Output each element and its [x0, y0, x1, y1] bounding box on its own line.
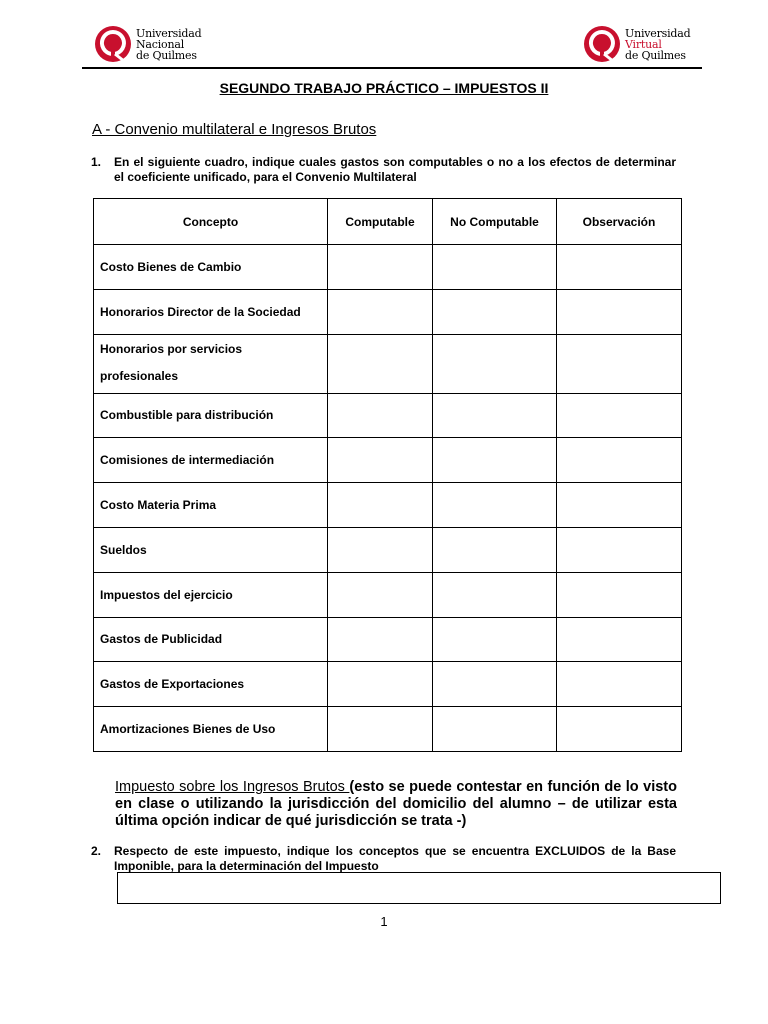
no-computable-cell[interactable] — [433, 245, 557, 290]
university-q-logo-icon — [583, 24, 621, 64]
observation-cell[interactable] — [557, 572, 682, 617]
logo-line-3: de Quilmes — [625, 48, 686, 62]
column-header-no-computable: No Computable — [433, 199, 557, 245]
logo-line-1: Universidad — [136, 26, 202, 40]
uvq-logo-text — [625, 28, 690, 61]
table-row — [94, 245, 682, 290]
header-divider — [82, 67, 702, 69]
column-header-computable: Computable — [328, 199, 433, 245]
computable-cell[interactable] — [328, 483, 433, 528]
column-header-observacion: Observación — [557, 199, 682, 245]
university-q-logo-icon — [94, 24, 132, 64]
no-computable-cell[interactable] — [433, 483, 557, 528]
computable-cell[interactable] — [328, 438, 433, 483]
table-row — [94, 334, 682, 393]
concept-cell: Combustible para distribución — [94, 393, 328, 438]
observation-cell[interactable] — [557, 393, 682, 438]
answer-box[interactable] — [117, 872, 721, 904]
table-row — [94, 393, 682, 438]
no-computable-cell[interactable] — [433, 438, 557, 483]
table-header-row — [94, 199, 682, 245]
no-computable-cell[interactable] — [433, 707, 557, 752]
no-computable-cell[interactable] — [433, 289, 557, 334]
observation-cell[interactable] — [557, 483, 682, 528]
unq-logo-text — [136, 28, 201, 61]
table-row — [94, 707, 682, 752]
concept-cell: Costo Bienes de Cambio — [94, 245, 328, 290]
table-row — [94, 483, 682, 528]
document-title: SEGUNDO TRABAJO PRÁCTICO – IMPUESTOS II — [219, 80, 549, 96]
observation-cell[interactable] — [557, 707, 682, 752]
computable-cell[interactable] — [328, 527, 433, 572]
table-row — [94, 438, 682, 483]
computable-cell[interactable] — [328, 662, 433, 707]
concept-cell: Gastos de Exportaciones — [94, 662, 328, 707]
question-text: Respecto de este impuesto, indique los conceptos que se encuentra EXCLUIDOS de la Base Imponible, para la determinación del Impuesto — [114, 844, 676, 873]
expenses-table — [93, 198, 682, 752]
table-row — [94, 662, 682, 707]
computable-cell[interactable] — [328, 572, 433, 617]
concept-cell: Gastos de Publicidad — [94, 617, 328, 662]
logo-line-2: Virtual — [625, 37, 662, 51]
computable-cell[interactable] — [328, 617, 433, 662]
logo-line-1: Universidad — [625, 26, 691, 40]
observation-cell[interactable] — [557, 438, 682, 483]
observation-cell[interactable] — [557, 617, 682, 662]
concept-cell: Sueldos — [94, 527, 328, 572]
question-1 — [91, 155, 676, 185]
question-number: 2. — [91, 844, 102, 858]
computable-cell[interactable] — [328, 245, 433, 290]
computable-cell[interactable] — [328, 393, 433, 438]
observation-cell[interactable] — [557, 245, 682, 290]
table-row — [94, 527, 682, 572]
concept-cell: Amortizaciones Bienes de Uso — [94, 707, 328, 752]
concept-cell: Impuestos del ejercicio — [94, 572, 328, 617]
isib-note: (esto se puede contestar en función de lo visto en clase o utilizando la jurisdicción del domicilio del alumno – de utilizar esta última opción indicar de qué jurisdicción se trata -) — [115, 779, 677, 829]
observation-cell[interactable] — [557, 662, 682, 707]
uvq-logo — [583, 24, 690, 64]
observation-cell[interactable] — [557, 527, 682, 572]
logo-line-2: Nacional — [136, 37, 185, 51]
concept-cell: Honorarios por servicios profesionales — [94, 334, 328, 393]
column-header-concepto: Concepto — [94, 199, 328, 245]
question-text: En el siguiente cuadro, indique cuales gastos son computables o no a los efectos de determinar el coeficiente unificado, para el Convenio Multilateral — [114, 155, 676, 184]
computable-cell[interactable] — [328, 334, 433, 393]
no-computable-cell[interactable] — [433, 572, 557, 617]
unq-logo — [94, 24, 201, 64]
isib-section — [115, 779, 677, 830]
isib-heading: Impuesto sobre los Ingresos Brutos — [115, 779, 350, 795]
concept-cell: Honorarios Director de la Sociedad — [94, 289, 328, 334]
observation-cell[interactable] — [557, 289, 682, 334]
observation-cell[interactable] — [557, 334, 682, 393]
no-computable-cell[interactable] — [433, 334, 557, 393]
table-row — [94, 617, 682, 662]
table-row — [94, 572, 682, 617]
logo-line-3: de Quilmes — [136, 48, 197, 62]
table-row — [94, 289, 682, 334]
computable-cell[interactable] — [328, 707, 433, 752]
section-a-heading: A - Convenio multilateral e Ingresos Brutos — [92, 121, 377, 138]
concept-cell: Costo Materia Prima — [94, 483, 328, 528]
no-computable-cell[interactable] — [433, 662, 557, 707]
question-2 — [91, 844, 676, 874]
page-number: 1 — [380, 914, 388, 929]
concept-cell: Comisiones de intermediación — [94, 438, 328, 483]
no-computable-cell[interactable] — [433, 393, 557, 438]
no-computable-cell[interactable] — [433, 527, 557, 572]
no-computable-cell[interactable] — [433, 617, 557, 662]
computable-cell[interactable] — [328, 289, 433, 334]
question-number: 1. — [91, 155, 102, 169]
